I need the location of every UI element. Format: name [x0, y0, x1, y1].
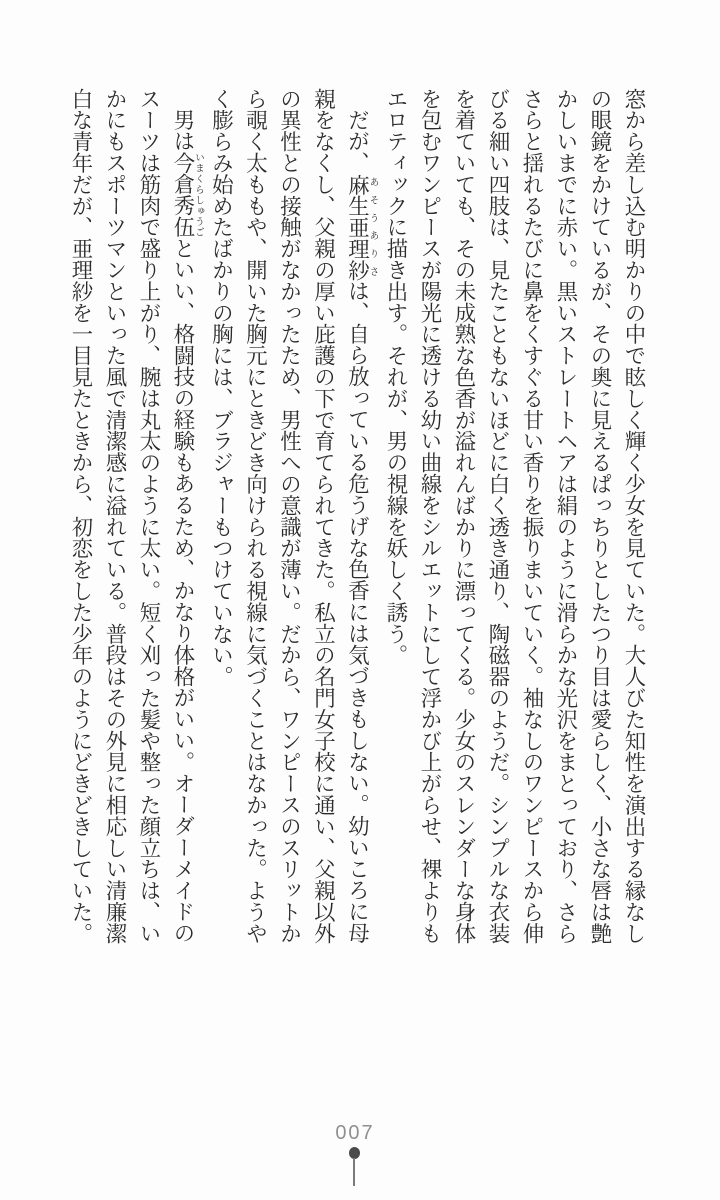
ruby-name-imakura-shuugo [170, 152, 204, 238]
paragraph-1-text: 窓から差し込む明かりの中で眩しく輝く少女を見ていた。大人びた知性を演出する縁なしの眼鏡をかけているが、その奥に見えるぱっちりとしたつり目は愛らしく、小さな唇は艶かしいまでに赤い。黒いストレートヘアは絹のように滑らかな光沢をまとっており、さらさらと揺れるたびに鼻をくすぐる甘い香りを振りまいていく。袖なしのワンピースから伸びる細い四肢は、見たこともないほどに白く透き通り、陶磁器のようだ。シンプルな衣装を着ていても、その未成熟な色香が溢れんばかりに漂ってくる。少女のスレンダーな身体を包むワンピースが陽光に透ける幼い曲線をシルエットにして浮かび上がらせ、裸よりもエロティックに描き出す。それが、男の視線を妖しく誘う。 [383, 88, 646, 944]
paragraph-2 [204, 88, 379, 948]
paragraph-1 [378, 88, 650, 948]
ruby-name-asou-arisa [344, 173, 379, 281]
paragraph-3-pre: 男は [170, 109, 195, 153]
vertical-text-block [63, 88, 650, 948]
paragraph-3 [63, 88, 204, 948]
paragraph-2-post: は、自ら放っている危うげな色香には気づきもしない。幼いころに母親をなくし、父親の厚い庇護の下で育てられてきた。私立の名門女子校に通い、父親以外の異性との接触がなかったため、男性への意識が薄い。だから、ワンピースのスリットから覗く太ももや、開いた胸元にときどき向けられる視線に気づくことはなかった。ようやく膨らみ始めたばかりの胸には、ブラジャーもつけていない。 [208, 88, 370, 944]
page-number: 007 [335, 1122, 375, 1144]
paragraph-3-post: といい、格闘技の経験もあるため、かなり体格がいい。オーダーメイドのスーツは筋肉で盛り上がり、腕は丸太のように太い。短く刈った髪や整った顔立ちは、いかにもスポーツマンといった風で清潔感に溢れている。普段はその外見に相応しい清廉潔白な青年だが、亜理紗を一目見たときから、初恋をした少年のようにどきどきしていた。 [68, 88, 195, 945]
paragraph-2-pre: だが、 [344, 109, 370, 174]
ruby-base: 今倉秀伍 [170, 152, 195, 238]
ruby-furigana: あそうありさ [367, 173, 379, 281]
ruby-base: 麻生亜理紗 [344, 173, 370, 281]
footer-stem-ornament [353, 1158, 355, 1186]
ruby-furigana: いまくらしゅうご [193, 152, 204, 238]
